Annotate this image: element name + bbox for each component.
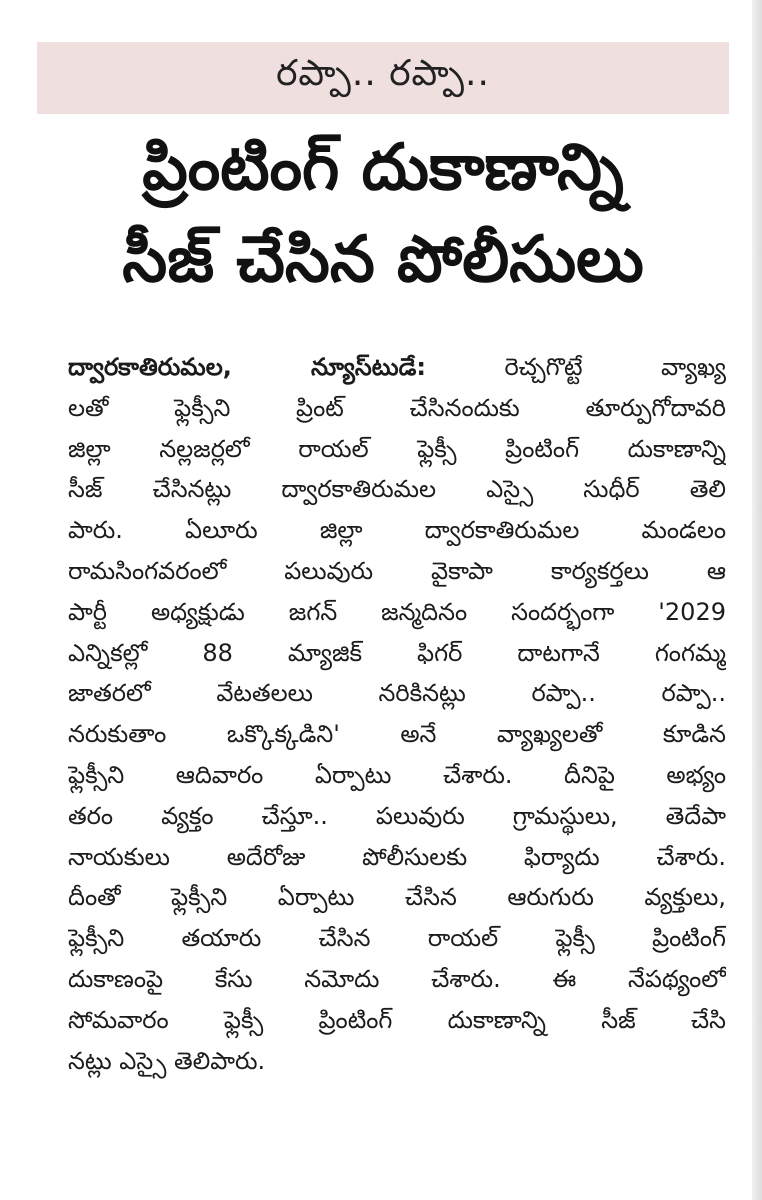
body-line: నట్లు ఎస్సై తెలిపారు. [68,1046,266,1075]
body-line: సోమవారం ఫ్లెక్సీ ప్రింటింగ్ దుకాణాన్ని సీజ్ చేసి [68,1005,726,1034]
body-text: రెచ్చగొట్టే వ్యాఖ్య [504,353,726,381]
kicker-band [37,42,729,114]
headline [37,122,729,306]
article-body [68,347,726,1081]
kicker-text: రప్పా.. రప్పా.. [276,53,490,94]
body-line: జాతరలో వేటతలలు నరికినట్లు రప్పా.. రప్పా.. [68,679,726,708]
body-line: జిల్లా నల్లజర్లలో రాయల్ ఫ్లెక్సీ ప్రింటింగ్ దుకాణాన్ని [68,434,726,463]
body-line: దీంతో ఫ్లెక్సీని ఏర్పాటు చేసిన ఆరుగురు వ్యక్తులు, [68,883,726,912]
body-line: రామసింగవరంలో పలువురు వైకాపా కార్యకర్తలు ఆ [68,556,726,585]
body-line: పార్టీ అధ్యక్షుడు జగన్ జన్మదినం సందర్భంగా '2029 [68,597,726,626]
page-edge [752,0,762,1200]
body-line: ఫ్లెక్సీని ఆదివారం ఏర్పాటు చేశారు. దీనిపై అభ్యం [68,760,726,789]
headline-line-2: సీజ్ చేసిన పోలీసులు [122,223,644,297]
body-line: దుకాణంపై కేసు నమోదు చేశారు. ఈ నేపథ్యంలో [68,964,726,993]
body-line: ఫ్లెక్సీని తయారు చేసిన రాయల్ ఫ్లెక్సీ ప్రింటింగ్ [68,924,726,953]
body-line: తరం వ్యక్తం చేస్తూ.. పలువురు గ్రామస్థులు, తెదేపా [68,801,726,830]
body-line [68,347,726,388]
body-line: నాయకులు అదేరోజు పోలీసులకు ఫిర్యాదు చేశారు. [68,842,726,871]
body-line: పారు. ఏలూరు జిల్లా ద్వారకాతిరుమల మండలం [68,516,726,545]
body-line: లతో ఫ్లెక్సీని ప్రింట్ చేసినందుకు తూర్పుగోదావరి [68,393,726,422]
body-line: సీజ్ చేసినట్లు ద్వారకాతిరుమల ఎస్సై సుధీర్ తెలి [68,475,726,504]
headline-line-1: ప్రింటింగ్ దుకాణాన్ని [142,131,624,205]
body-line: నరుకుతాం ఒక్కొక్కడిని' అనే వ్యాఖ్యలతో కూడిన [68,720,726,749]
body-line: ఎన్నికల్లో 88 మ్యాజిక్ ఫిగర్ దాటగానే గంగమ్మ [68,638,726,667]
dateline: ద్వారకాతిరుమల, న్యూస్‌టుడే: [68,353,426,381]
